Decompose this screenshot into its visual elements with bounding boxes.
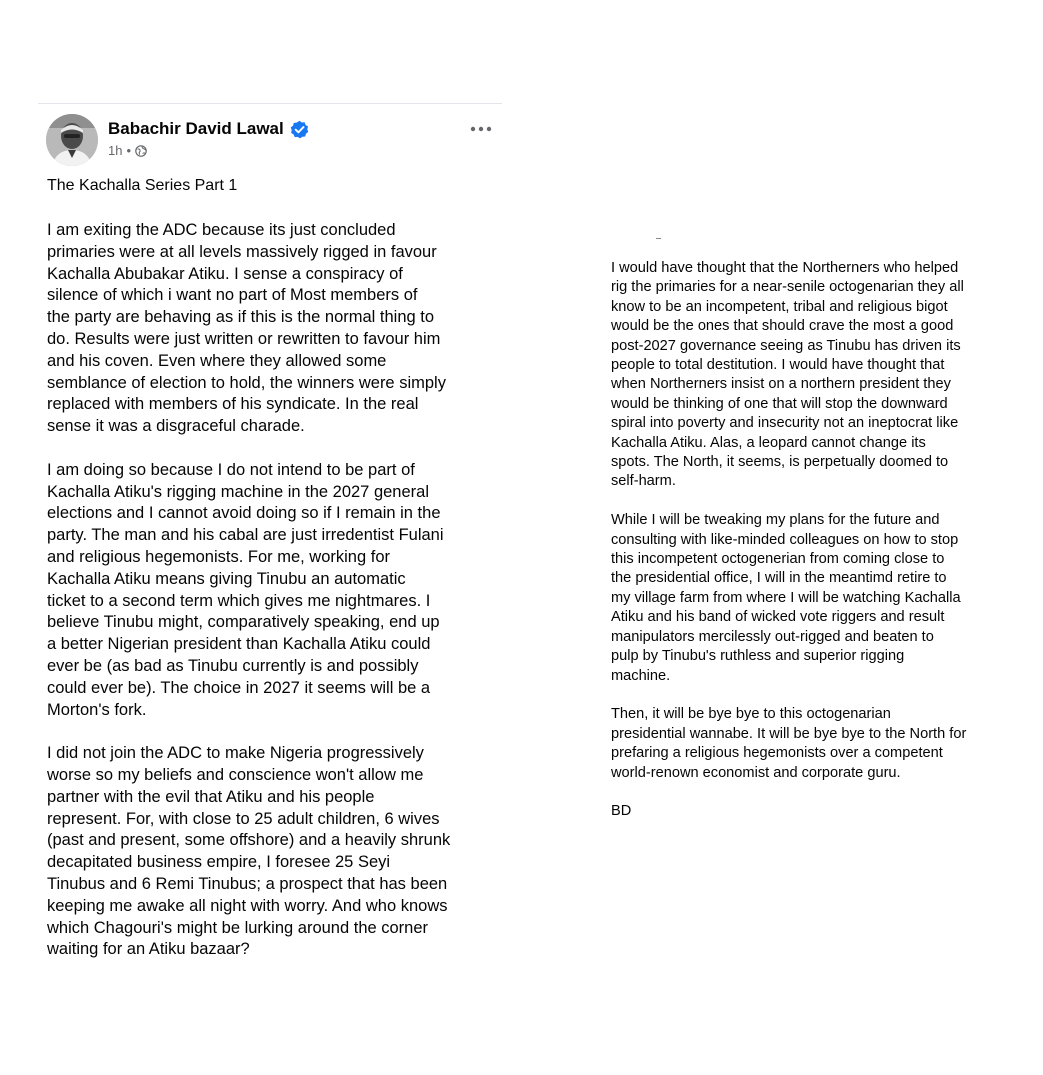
avatar-photo-icon bbox=[46, 114, 98, 166]
left-paragraph-2: I am doing so because I do not intend to be part of Kachalla Atiku's rigging machine in the 2027 general elections and I cannot avoid doing so if I remain in the party. The man and his cabal are just irredentist Fulani and religious hegemonists. For me, working for Kachalla Atiku means giving Tinubu an automatic ticket to a second term which gives me nightmares. I believe Tinubu might, comparatively speaking, end up a better Nigerian president than Kachalla Atiku could ever be (as bad as Tinubu currently is and possibly could ever be). The choice in 2027 it seems will be a Morton's fork. bbox=[47, 460, 444, 719]
globe-icon[interactable] bbox=[135, 145, 147, 157]
post-body-left bbox=[47, 220, 502, 983]
post-time[interactable]: 1h bbox=[108, 143, 123, 158]
top-divider bbox=[38, 103, 502, 104]
author-avatar[interactable] bbox=[46, 114, 98, 166]
left-paragraph-1: I am exiting the ADC because its just concluded primaries were at all levels massively rigged in favour Kachalla Abubakar Atiku. I sense a conspiracy of silence of which i want no part of Most members of the party are behaving as if this is the normal thing to do. Results were just written or rewritten to favour him and his coven. Even where they allowed some semblance of election to hold, the winners were simply replaced with members of his syndicate. In the real sense it was a disgraceful charade. bbox=[47, 221, 446, 436]
right-paragraph-3: Then, it will be bye bye to this octogenarian presidential wannabe. It will be bye bye to the North for prefaring a religious hegemonists over a competent world-renown economist and corporate guru. bbox=[611, 706, 967, 781]
author-name[interactable]: Babachir David Lawal bbox=[108, 119, 284, 138]
right-paragraph-1: I would have thought that the Northerners who helped rig the primaries for a near-senile octogenarian they all know to be an incompetent, tribal and religious bigot would be the ones that should crave the most a good post-2027 governance seeing as Tinubu has driven its people to total destitution. I would have thought that when Northerners insist on a northern president they would be thinking of one that will stop the downward spiral into poverty and insecurity not an ineptocrat like Kachalla Atiku. Alas, a leopard cannot change its spots. The North, it seems, is perpetually doomed to self-harm. bbox=[611, 260, 964, 490]
post-title: The Kachalla Series Part 1 bbox=[47, 177, 238, 194]
meta-separator: • bbox=[126, 143, 132, 158]
signature: BD bbox=[611, 803, 632, 820]
verified-badge-icon bbox=[290, 120, 309, 139]
post-body-right bbox=[611, 259, 1021, 841]
right-paragraph-2: While I will be tweaking my plans for the future and consulting with like-minded colleagues on how to stop this incompetent octogenerian from coming close to the presidential office, I will in the meantimd retire to my village farm from where I will be watching Kachalla Atiku and his band of wicked vote riggers and result manipulators mercilessly out-rigged and beaten to pulp by Tinubu's ruthless and superior rigging machine. bbox=[611, 512, 961, 684]
more-options-icon[interactable] bbox=[468, 122, 494, 136]
post-meta bbox=[108, 143, 147, 158]
stray-mark bbox=[656, 238, 661, 239]
left-paragraph-3: I did not join the ADC to make Nigeria progressively worse so my beliefs and conscience won't allow me partner with the evil that Atiku and his people represent. For, with close to 25 adult children, 6 wives (past and present, some offshore) and a heavily shrunk decapitated business empire, I foresee 25 Seyi Tinubus and 6 Remi Tinubus; a prospect that has been keeping me awake all night with worry. And who knows which Chagouri's might be lurking around the corner waiting for an Atiku bazaar? bbox=[47, 744, 451, 959]
